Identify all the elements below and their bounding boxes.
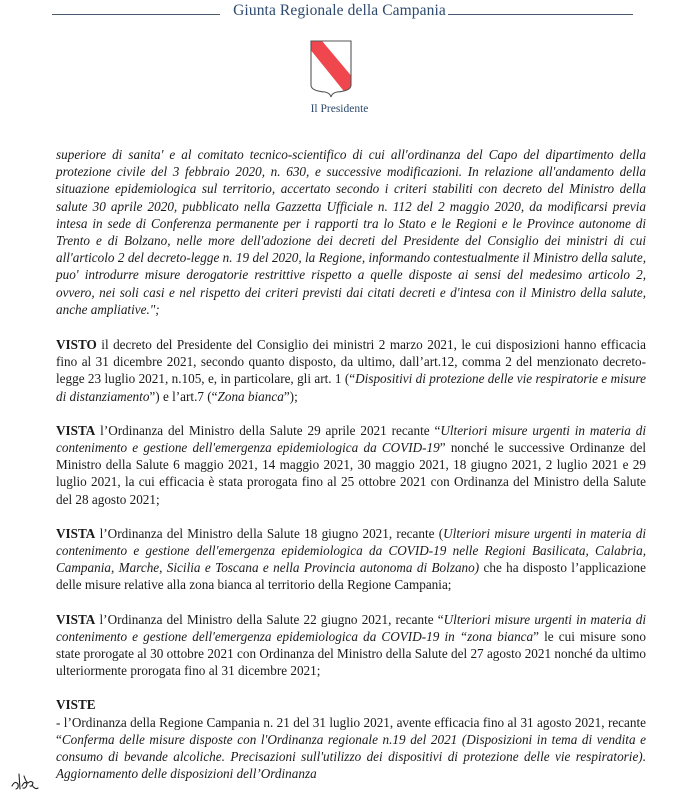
document-header: [0, 0, 679, 130]
signature-initials-icon: [10, 770, 40, 792]
paragraph-text: ” le cui misure sono state prorogate al 30 ottobre 2021 con Ordinanza del Ministro della Salute del 27 agosto 2021 nonché da ultimo ulteriormente prorogata fino al 31 dicembre 2021;: [56, 628, 646, 679]
paragraph-text: - l’Ordinanza della Regione Campania n. 21 del 31 luglio 2021, avente efficacia fino al 31 agosto 2021, recante “: [56, 714, 646, 747]
paragraph-text: ”) e l’art.7 (“: [149, 388, 218, 404]
header-rule-right: [448, 14, 633, 15]
paragraph-viste: [56, 696, 646, 782]
paragraph-keyword: VISTA: [56, 525, 96, 541]
paragraph-quote: Ulteriori misure urgenti in materia di contenimento e gestione dell'emergenza epidemiologica da COVID-19 in “zona bianca: [56, 611, 646, 644]
paragraph-text: l’Ordinanza del Ministro della Salute 22 giugno 2021, recante “: [95, 611, 444, 627]
president-subtitle: Il Presidente: [310, 103, 369, 115]
paragraph-vista-18-giugno: [56, 525, 646, 594]
paragraph-text: il decreto del Presidente del Consiglio dei ministri 2 marzo 2021, le cui disposizioni hanno efficacia fino al 31 dicembre 2021, secondo quanto disposto, da ultimo, dall’art.12, comma 2 del menzionato decreto-legge 23 luglio 2021, n.105, e, in particolare, gli art. 1 (“: [56, 337, 646, 387]
organization-title: Giunta Regionale della Campania: [233, 2, 446, 19]
paragraph-keyword: VISTA: [56, 611, 96, 627]
paragraph-text: ” nonché le successive Ordinanze del Ministro della Salute 6 maggio 2021, 14 maggio 2021, 30 maggio 2021, 18 giugno 2021, 2 luglio 2021 e 29 luglio 2021, la cui efficacia è stata prorogata fino al 25 ottobre 2021 con Ordinanza del Ministro della Salute del 28 agosto 2021;: [56, 440, 646, 507]
document-body: [56, 146, 646, 800]
paragraph-keyword: VISTE: [56, 697, 96, 713]
paragraph-vista-22-giugno: [56, 611, 646, 680]
paragraph-quote: Conferma delle misure disposte con l'Ordinanza regionale n.19 del 2021 (Disposizioni in tema di vendita e consumo di bevande alcoliche. Precisazioni sull'utilizzo dei dispositivi di protezione delle vie respiratorie). Aggiornamento delle disposizioni dell’Ordinanza: [56, 731, 646, 782]
paragraph-vista-29-aprile: [56, 422, 646, 508]
paragraph-keyword: VISTA: [56, 422, 96, 438]
paragraph-quote: Dispositivi di protezione delle vie respiratorie e misure di distanziamento: [56, 371, 646, 404]
paragraph-visto-dpcm: [56, 336, 646, 405]
paragraph-quote: Zona bianca: [217, 388, 284, 404]
paragraph-quote: Ulteriori misure urgenti in materia di contenimento e gestione dell'emergenza epidemiologica da COVID-19 nelle Regioni Basilicata, Calabria, Campania, Marche, Sicilia e Toscana e nella Provincia autonoma di Bolzano): [56, 525, 646, 576]
paragraph-keyword: VISTO: [56, 337, 97, 353]
paragraph-text: l’Ordinanza del Ministro della Salute 29 aprile 2021 recante “: [95, 422, 441, 438]
paragraph-continuation: [56, 146, 646, 318]
campania-crest-icon: [307, 37, 355, 101]
paragraph-text: che ha disposto l’applicazione delle misure relative alla zona bianca al territorio della Regione Campania;: [56, 560, 646, 593]
paragraph-text: l’Ordinanza del Ministro della Salute 18 giugno 2021, recante (: [95, 525, 444, 541]
paragraph-text: ”);: [283, 388, 298, 404]
paragraph-quote: Ulteriori misure urgenti in materia di contenimento e gestione dell'emergenza epidemiologica da COVID-19: [56, 422, 646, 456]
paragraph-text: superiore di sanita' e al comitato tecnico-scientifico di cui all'ordinanza del Capo del dipartimento della protezione civile del 3 febbraio 2020, n. 630, e successive modificazioni. In relazione all'andamento della situazione epidemiologica sul territorio, accertato secondo i criteri stabiliti con decreto del Ministro della salute 30 aprile 2020, pubblicato nella Gazzetta Ufficiale n. 112 del 2 maggio 2020, da modificarsi previa intesa in sede di Conferenza permanente per i rapporti tra lo Stato e le Regioni e le Province autonome di Trento e di Bolzano, nelle more dell'adozione dei decreti del Presidente del Consiglio dei ministri di cui all'articolo 2 del decreto-legge n. 19 del 2020, la Regione, informando contestualmente il Ministro della salute, puo' introdurre misure derogatorie restrittive rispetto a quelle disposte ai sensi del medesimo articolo 2, ovvero, nei soli casi e nel rispetto dei criteri previsti dai citati decreti e d'intesa con il Ministro della salute, anche ampliative.";: [56, 147, 646, 317]
